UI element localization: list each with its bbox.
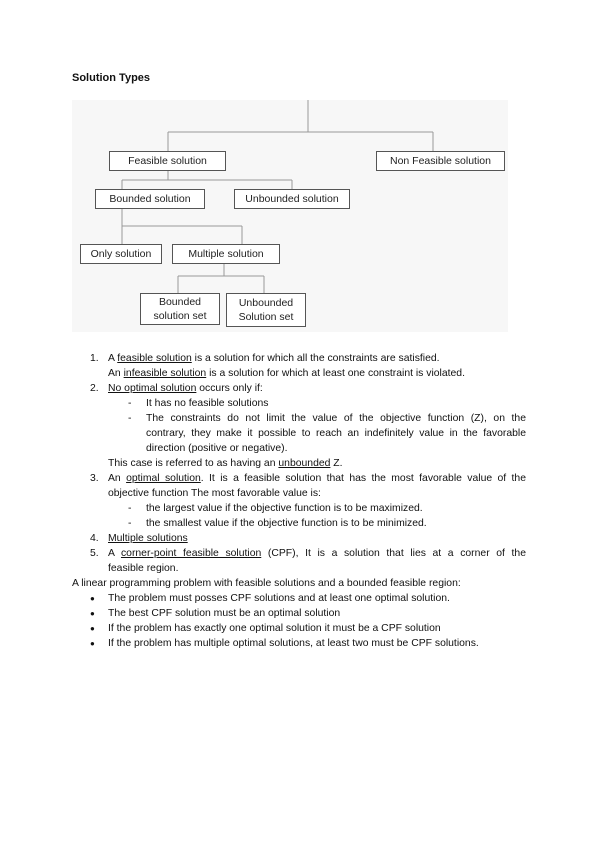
lp-intro: A linear programming problem with feasible solutions and a bounded feasible region:	[72, 578, 461, 589]
only-solution-box	[80, 244, 162, 264]
solution-types-diagram	[72, 100, 508, 332]
term-optimal-solution: optimal solution	[126, 473, 201, 484]
list-text: A	[108, 548, 121, 559]
dash-marker: -	[128, 518, 132, 529]
list-text: is a solution for which at least one constraint is violated.	[206, 368, 465, 379]
dash-marker: -	[128, 398, 132, 409]
list-item	[108, 471, 526, 487]
unbounded-solution-label: Unbounded solution	[245, 193, 339, 205]
dash-marker: -	[128, 413, 132, 424]
term-unbounded: unbounded	[278, 458, 331, 469]
list-text: This case is referred to as having an	[108, 458, 279, 469]
list-text: . It is a feasible solution that has the most favorable value of the	[200, 473, 526, 484]
list-item	[108, 351, 440, 367]
only-solution-label: Only solution	[90, 248, 152, 260]
bullet-marker: ●	[90, 624, 95, 633]
feasible-solution-box	[109, 151, 226, 171]
list-text: An	[108, 368, 124, 379]
list-item	[108, 531, 188, 547]
page-title: Solution Types	[72, 72, 151, 84]
list-item-cont: objective function The most favorable value is:	[108, 488, 321, 499]
bounded-solution-set-line1: Bounded	[158, 296, 202, 308]
unbounded-solution-set-line2: Solution set	[238, 311, 294, 323]
sub-item: the largest value if the objective function is to be maximized.	[146, 503, 423, 514]
list-item	[108, 366, 465, 382]
list-number: 3.	[90, 473, 99, 484]
list-number: 5.	[90, 548, 99, 559]
term-multiple-solutions: Multiple solutions	[108, 533, 188, 544]
bullet-marker: ●	[90, 639, 95, 648]
bullet-item: The problem must posses CPF solutions and at least one optimal solution.	[108, 593, 450, 604]
list-text: is a solution for which all the constraints are satisfied.	[191, 353, 440, 364]
feasible-solution-label: Feasible solution	[128, 155, 207, 167]
list-item	[108, 381, 263, 397]
list-text: (CPF), It is a solution that lies at a corner of the	[261, 548, 526, 559]
bounded-solution-set-box	[140, 293, 220, 325]
bounded-solution-label: Bounded solution	[109, 193, 191, 205]
dash-marker: -	[128, 503, 132, 514]
bounded-solution-box	[95, 189, 205, 209]
bullet-item: The best CPF solution must be an optimal solution	[108, 608, 341, 619]
term-infeasible-solution: infeasible solution	[123, 368, 207, 379]
list-item	[108, 456, 343, 472]
term-no-optimal-solution: No optimal solution	[108, 383, 197, 394]
list-text: A	[108, 353, 118, 364]
list-text: occurs only if:	[196, 383, 263, 394]
non-feasible-solution-box	[376, 151, 505, 171]
term-corner-point-feasible-solution: corner-point feasible solution	[120, 548, 262, 559]
bullet-item: If the problem has exactly one optimal solution it must be a CPF solution	[108, 623, 441, 634]
non-feasible-solution-label: Non Feasible solution	[390, 155, 491, 167]
unbounded-solution-box	[234, 189, 350, 209]
bullet-marker: ●	[90, 609, 95, 618]
bounded-solution-set-line2: solution set	[153, 310, 207, 322]
sub-item: It has no feasible solutions	[146, 398, 269, 409]
sub-item-cont: contrary, they make it possible to reach an indefinitely value in the favorable	[146, 428, 526, 439]
sub-item: The constraints do not limit the value of the objective function (Z), on the	[146, 413, 526, 424]
list-item-cont: feasible region.	[108, 563, 179, 574]
multiple-solution-box	[172, 244, 280, 264]
list-number: 4.	[90, 533, 99, 544]
bullet-marker: ●	[90, 594, 95, 603]
list-item	[108, 546, 526, 562]
term-feasible-solution: feasible solution	[117, 353, 192, 364]
list-text: Z.	[330, 458, 343, 469]
list-number: 2.	[90, 383, 99, 394]
list-number: 1.	[90, 353, 99, 364]
unbounded-solution-set-line1: Unbounded	[238, 297, 294, 309]
list-text: An	[108, 473, 127, 484]
multiple-solution-label: Multiple solution	[188, 248, 264, 260]
bullet-item: If the problem has multiple optimal solutions, at least two must be CPF solutions.	[108, 638, 479, 649]
unbounded-solution-set-box	[226, 293, 306, 327]
sub-item-cont: direction (positive or negative).	[146, 443, 288, 454]
sub-item: the smallest value if the objective function is to be minimized.	[146, 518, 427, 529]
